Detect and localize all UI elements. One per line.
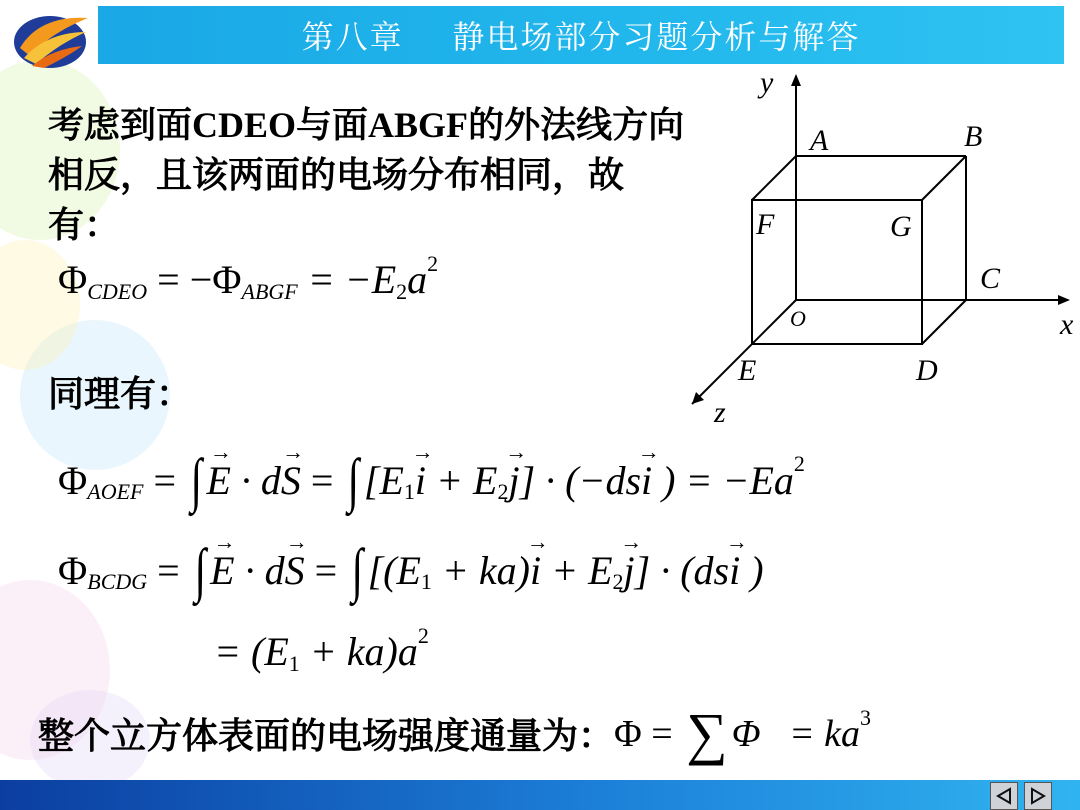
eq4-sup: 2	[417, 622, 429, 648]
label-y: y	[760, 70, 774, 99]
final-sup: 3	[860, 704, 872, 730]
eq3-s2: 2	[612, 569, 624, 594]
z-axis	[692, 300, 796, 404]
eq2-s1: 1	[403, 479, 415, 504]
edge-AF	[752, 156, 796, 200]
para-text-1: 考虑到面	[48, 104, 193, 146]
final-phi2: Φ = ka	[731, 712, 861, 755]
edge-CD	[922, 300, 966, 344]
label-G: G	[890, 210, 912, 243]
final-phi: Φ =	[614, 712, 683, 755]
eq3-dot: · d	[234, 547, 285, 593]
eq2-end: ) = −Ea	[652, 457, 794, 503]
eq3-s1: 1	[420, 569, 432, 594]
eq1-mid: = −Φ	[147, 257, 242, 302]
eq3-end: )	[740, 547, 764, 593]
triangle-left-icon	[995, 787, 1013, 805]
eq2-eq: =	[143, 457, 187, 503]
eq2-sup: 2	[793, 451, 805, 476]
eq3-vec-E: → E	[210, 547, 234, 594]
label-D: D	[916, 354, 938, 387]
equation-flux-bcdg	[58, 530, 764, 610]
eq2-plus: + E	[426, 457, 498, 503]
eq2-integral-icon: ∫	[190, 446, 202, 513]
eq3-vec-S: → S	[285, 547, 305, 594]
page-title: 第八章 静电场部分习题分析与解答	[301, 18, 861, 56]
label-z: z	[714, 396, 726, 429]
eq2-sub: AOEF	[87, 479, 144, 504]
y-axis-arrow-icon	[791, 74, 801, 86]
para-text-2: 与面	[296, 104, 369, 146]
eq3-ka: + ka)	[431, 547, 530, 593]
eq3-vec-i: → i	[530, 547, 541, 594]
cube-diagram	[680, 70, 1080, 430]
eq3-lb: [(E	[367, 547, 421, 593]
label-x: x	[1060, 308, 1074, 341]
label-E: E	[738, 354, 757, 387]
eq3-eq: =	[147, 547, 190, 593]
equation-flux-bcdg-result	[214, 622, 429, 676]
eq4-pre: = (E	[214, 629, 289, 674]
eq2-lb: [E	[363, 457, 404, 503]
para-face-abgf: ABGF	[368, 105, 469, 145]
eq4-mid: + ka)a	[299, 629, 418, 674]
eq3-vec-i2: → i	[729, 547, 740, 594]
tongli-label: 同理有：	[48, 373, 193, 415]
next-slide-button[interactable]	[1024, 782, 1052, 810]
eq3-plus: + E	[541, 547, 613, 593]
edge-BG	[922, 156, 966, 200]
eq1-sub2: ABGF	[241, 278, 298, 304]
prev-slide-button[interactable]	[990, 782, 1018, 810]
eq3-rb: ] · (ds	[634, 547, 730, 593]
para-face-cdeo: CDEO	[192, 105, 297, 145]
eq2-phi: Φ	[58, 457, 88, 503]
logo-icon	[6, 4, 98, 74]
eq3-integral2-icon: ∫	[351, 536, 364, 603]
eq2-vec-S: → S	[281, 457, 301, 504]
eq2-vec-i: → i	[415, 457, 426, 504]
label-O: O	[790, 306, 806, 331]
eq2-eq2: =	[300, 457, 344, 503]
final-label: 整个立方体表面的电场强度通量为：	[38, 715, 615, 757]
bottom-bar	[0, 780, 1080, 810]
eq3-phi: Φ	[58, 547, 88, 593]
final-line	[38, 700, 871, 767]
equation-flux-cdeo	[58, 250, 439, 304]
x-axis-arrow-icon	[1058, 295, 1070, 305]
eq1-phi: Φ	[58, 257, 88, 302]
eq1-rhs: = −E	[297, 257, 397, 302]
eq2-vec-E: → E	[206, 457, 230, 504]
eq2-integral2-icon: ∫	[347, 446, 360, 513]
eq3-integral-icon: ∫	[194, 536, 206, 603]
eq2-vec-j: → j	[508, 457, 519, 504]
para-text-3: 的外法线方向相反，且该两面的电场分布相同，故有：	[48, 104, 685, 246]
label-F: F	[756, 208, 775, 241]
eq4-s1: 1	[288, 650, 300, 676]
eq2-rb: ] · (−ds	[519, 457, 642, 503]
eq1-sub1: CDEO	[87, 278, 148, 304]
eq3-sub: BCDG	[87, 569, 148, 594]
eq1-rhs-a: a	[407, 257, 428, 302]
label-A: A	[810, 124, 829, 157]
eq3-vec-j: → j	[624, 547, 635, 594]
eq3-eq2: =	[304, 547, 348, 593]
label-C: C	[980, 262, 1001, 295]
eq2-s2: 2	[497, 479, 509, 504]
title-bar	[98, 6, 1064, 64]
label-B: B	[964, 120, 983, 153]
intro-paragraph	[48, 100, 688, 250]
eq1-rhs-sub: 2	[396, 278, 408, 304]
triangle-right-icon	[1029, 787, 1047, 805]
eq2-vec-i2: → i	[641, 457, 652, 504]
equation-flux-aoef	[58, 440, 805, 520]
eq2-dot: · d	[230, 457, 281, 503]
sum-icon: ∑	[686, 701, 728, 766]
eq1-rhs-sup: 2	[427, 250, 439, 276]
